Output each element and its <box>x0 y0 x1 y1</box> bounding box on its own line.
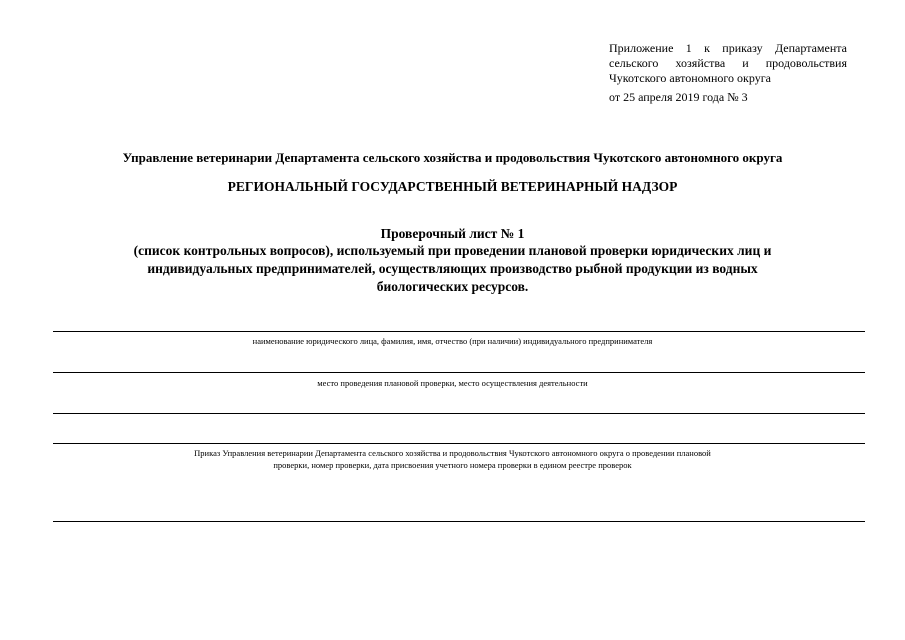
checklist-title: Проверочный лист № 1 <box>380 226 525 241</box>
checklist-description-line-3: биологических ресурсов. <box>376 279 529 294</box>
appendix-line-2: сельского хозяйства и продовольствия <box>609 56 847 70</box>
entity-name-caption: наименование юридического лица, фамилия, имя, отчество (при наличии) индивидуального предпринимателя <box>252 336 653 346</box>
entity-name-fill-line <box>53 331 865 332</box>
inspection-place-caption: место проведения плановой проверки, место осуществления деятельности <box>317 378 588 388</box>
order-caption <box>0 447 905 471</box>
checklist-description <box>0 242 905 296</box>
appendix-line-3: Чукотского автономного округа <box>609 71 771 85</box>
checklist-description-line-2: индивидуальных предпринимателей, осуществляющих производство рыбной продукции из водных <box>147 261 758 276</box>
inspection-place-fill-line <box>53 372 865 373</box>
supervision-heading: РЕГИОНАЛЬНЫЙ ГОСУДАРСТВЕННЫЙ ВЕТЕРИНАРНЫЙ НАДЗОР <box>227 179 678 194</box>
blank-fill-line <box>53 413 865 414</box>
department-heading: Управление ветеринарии Департамента сельского хозяйства и продовольствия Чукотского автономного округа <box>122 150 783 165</box>
appendix-date: от 25 апреля 2019 года № 3 <box>609 90 748 104</box>
appendix-line-1: Приложение 1 к приказу Департамента <box>609 41 847 55</box>
appendix-reference <box>609 41 847 105</box>
checklist-description-line-1: (список контрольных вопросов), используемый при проведении плановой проверки юридических лиц и <box>133 243 772 258</box>
order-caption-line-1: Приказ Управления ветеринарии Департамента сельского хозяйства и продовольствия Чукотского автономного округа о проведении плановой <box>194 448 711 458</box>
order-caption-line-2: проверки, номер проверки, дата присвоения учетного номера проверки в едином реестре проверок <box>273 460 632 470</box>
order-fill-line <box>53 443 865 444</box>
bottom-fill-line <box>53 521 865 522</box>
